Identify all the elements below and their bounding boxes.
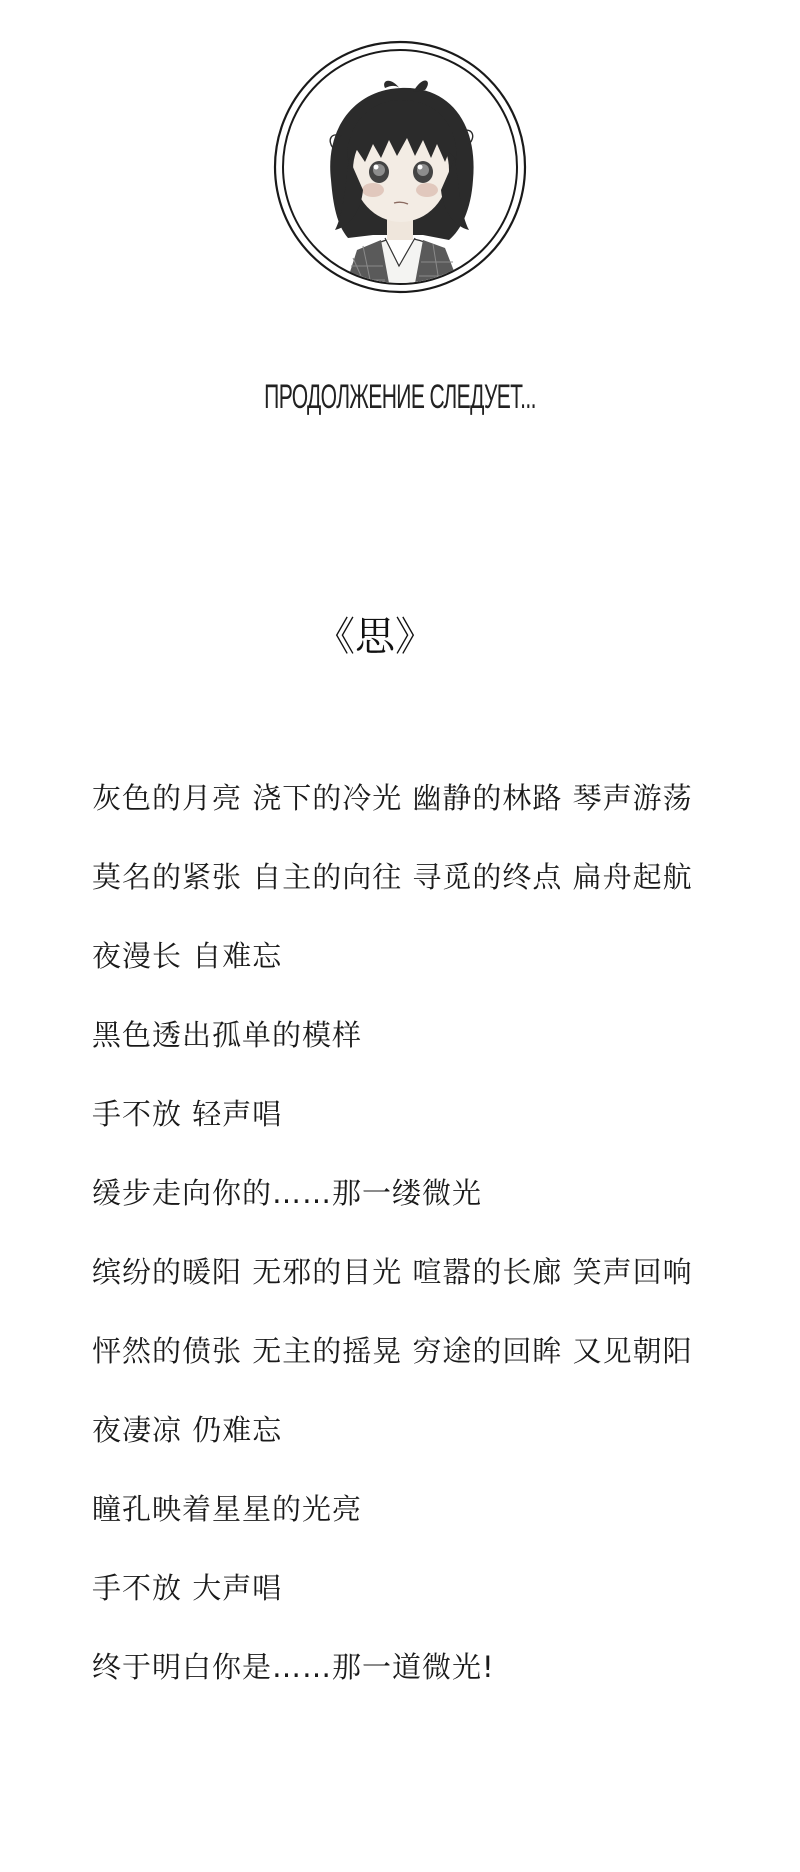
poem-line: 莫名的紧张 自主的向往 寻觅的终点 扁舟起航 bbox=[92, 860, 693, 894]
poem-body bbox=[92, 778, 732, 1726]
poem-line: 缤纷的暖阳 无邪的目光 喧嚣的长廊 笑声回响 bbox=[92, 1255, 693, 1289]
poem-line: 夜凄凉 仍难忘 bbox=[92, 1413, 283, 1447]
poem-line: 黑色透出孤单的模样 bbox=[92, 1018, 363, 1052]
poem-line: 手不放 轻声唱 bbox=[92, 1097, 283, 1131]
poem-line: 灰色的月亮 浇下的冷光 幽静的林路 琴声游荡 bbox=[92, 781, 693, 815]
portrait-illustration bbox=[273, 40, 527, 294]
poem-title: 《思》 bbox=[315, 614, 435, 660]
poem-line: 怦然的偾张 无主的摇晃 穷途的回眸 又见朝阳 bbox=[92, 1334, 693, 1368]
poem-line: 缓步走向你的……那一缕微光 bbox=[92, 1176, 483, 1210]
poem-line: 瞳孔映着星星的光亮 bbox=[92, 1492, 363, 1526]
continued-caption: ПРОДОЛЖЕНИЕ СЛЕДУЕТ... bbox=[264, 378, 536, 416]
poem-line: 手不放 大声唱 bbox=[92, 1571, 283, 1605]
poem-line: 夜漫长 自难忘 bbox=[92, 939, 283, 973]
poem-line: 终于明白你是……那一道微光! bbox=[92, 1650, 495, 1684]
